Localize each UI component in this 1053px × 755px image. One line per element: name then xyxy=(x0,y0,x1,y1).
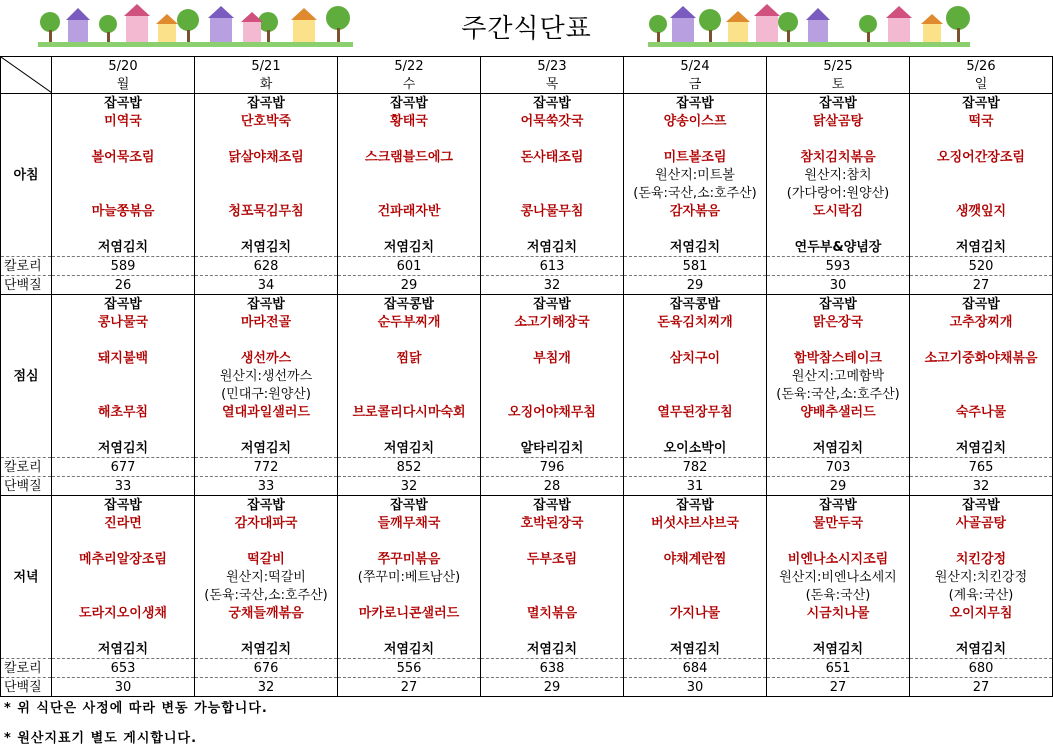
menu-item: 저염김치 xyxy=(195,238,338,257)
village-illustration xyxy=(648,2,970,50)
menu-item: (돈육:국산,소:호주산) xyxy=(767,385,910,403)
menu-item: 원산지:치킨강정 xyxy=(910,568,1053,586)
menu-row xyxy=(1,622,1053,640)
menu-item: 함박참스테이크 xyxy=(767,349,910,367)
calorie-value: 628 xyxy=(195,257,338,276)
menu-item xyxy=(481,166,624,184)
weekly-menu-table xyxy=(0,56,1053,697)
menu-row xyxy=(1,349,1053,367)
protein-value: 27 xyxy=(910,276,1053,295)
menu-item: 잡곡밥 xyxy=(52,295,195,314)
menu-item: 열대과일샐러드 xyxy=(195,403,338,421)
menu-item: 닭살야채조림 xyxy=(195,148,338,166)
menu-item xyxy=(624,622,767,640)
protein-value: 26 xyxy=(52,276,195,295)
menu-item: 저염김치 xyxy=(910,640,1053,659)
calorie-value: 589 xyxy=(52,257,195,276)
menu-item xyxy=(767,421,910,439)
menu-item: 부침개 xyxy=(481,349,624,367)
menu-item: 버섯샤브샤브국 xyxy=(624,514,767,532)
menu-item: 원산지:생선까스 xyxy=(195,367,338,385)
calorie-value: 613 xyxy=(481,257,624,276)
date-header-row xyxy=(1,57,1053,76)
menu-item xyxy=(910,184,1053,202)
protein-value: 30 xyxy=(624,678,767,697)
menu-item: 닭살곰탕 xyxy=(767,112,910,130)
menu-item xyxy=(338,586,481,604)
menu-item xyxy=(481,130,624,148)
menu-item: 잡곡밥 xyxy=(52,496,195,515)
menu-item: 사골곰탕 xyxy=(910,514,1053,532)
menu-item: 감자볶음 xyxy=(624,202,767,220)
diagonal-line xyxy=(1,57,52,93)
menu-item xyxy=(910,166,1053,184)
weekday-cell: 수 xyxy=(338,75,481,94)
calorie-label: 칼로리 xyxy=(1,257,52,276)
menu-item: 잡곡밥 xyxy=(910,295,1053,314)
menu-row xyxy=(1,640,1053,659)
date-cell: 5/23 xyxy=(481,57,624,76)
protein-value: 31 xyxy=(624,477,767,496)
calorie-value: 676 xyxy=(195,659,338,678)
menu-item xyxy=(52,331,195,349)
menu-item: 오이소박이 xyxy=(624,439,767,458)
menu-item: 스크램블드에그 xyxy=(338,148,481,166)
menu-row xyxy=(1,220,1053,238)
menu-item xyxy=(910,367,1053,385)
protein-label: 단백질 xyxy=(1,276,52,295)
menu-item xyxy=(338,130,481,148)
menu-item: 오이지무침 xyxy=(910,604,1053,622)
menu-item: 찜닭 xyxy=(338,349,481,367)
menu-item: 양배추샐러드 xyxy=(767,403,910,421)
menu-item: 저염김치 xyxy=(910,238,1053,257)
corner-cell xyxy=(1,57,52,94)
calorie-value: 782 xyxy=(624,458,767,477)
menu-item xyxy=(481,532,624,550)
menu-row xyxy=(1,439,1053,458)
calorie-value: 593 xyxy=(767,257,910,276)
menu-item: 양송이스프 xyxy=(624,112,767,130)
menu-item: 잡곡밥 xyxy=(624,496,767,515)
menu-item: 열무된장무침 xyxy=(624,403,767,421)
menu-item: 떡국 xyxy=(910,112,1053,130)
protein-row xyxy=(1,477,1053,496)
menu-item: 원산지:참치 xyxy=(767,166,910,184)
menu-item xyxy=(481,421,624,439)
menu-item: 브로콜리다시마숙회 xyxy=(338,403,481,421)
menu-item xyxy=(767,220,910,238)
menu-item xyxy=(52,568,195,586)
menu-item xyxy=(624,220,767,238)
menu-item: 저염김치 xyxy=(767,439,910,458)
menu-item xyxy=(767,532,910,550)
menu-item xyxy=(195,331,338,349)
calorie-value: 684 xyxy=(624,659,767,678)
protein-value: 32 xyxy=(338,477,481,496)
menu-item: 호박된장국 xyxy=(481,514,624,532)
menu-item: 삼치구이 xyxy=(624,349,767,367)
protein-value: 34 xyxy=(195,276,338,295)
menu-item xyxy=(52,622,195,640)
calorie-value: 638 xyxy=(481,659,624,678)
menu-item: 저염김치 xyxy=(481,238,624,257)
menu-row xyxy=(1,238,1053,257)
menu-item: 잡곡밥 xyxy=(767,295,910,314)
menu-item: 잡곡밥 xyxy=(338,94,481,113)
menu-item: 잡곡밥 xyxy=(624,94,767,113)
calorie-value: 703 xyxy=(767,458,910,477)
menu-row xyxy=(1,514,1053,532)
menu-item xyxy=(481,367,624,385)
protein-value: 28 xyxy=(481,477,624,496)
menu-item: 진라면 xyxy=(52,514,195,532)
menu-item: 맑은장국 xyxy=(767,313,910,331)
menu-item: 저염김치 xyxy=(195,439,338,458)
menu-item: 저염김치 xyxy=(624,238,767,257)
menu-item: 들깨무채국 xyxy=(338,514,481,532)
menu-item xyxy=(481,331,624,349)
menu-item: 저염김치 xyxy=(624,640,767,659)
menu-item: 원산지:미트볼 xyxy=(624,166,767,184)
menu-item xyxy=(52,586,195,604)
date-cell: 5/22 xyxy=(338,57,481,76)
date-cell: 5/24 xyxy=(624,57,767,76)
menu-item: 잡곡밥 xyxy=(910,496,1053,515)
menu-item xyxy=(195,532,338,550)
protein-row xyxy=(1,276,1053,295)
menu-item xyxy=(52,367,195,385)
menu-item: 돈육김치찌개 xyxy=(624,313,767,331)
menu-item xyxy=(910,220,1053,238)
menu-item: 물만두국 xyxy=(767,514,910,532)
menu-row xyxy=(1,532,1053,550)
menu-item: 잡곡밥 xyxy=(195,496,338,515)
menu-item: 해초무침 xyxy=(52,403,195,421)
menu-item: 콩나물국 xyxy=(52,313,195,331)
menu-item xyxy=(195,421,338,439)
menu-row xyxy=(1,184,1053,202)
menu-item: 두부조림 xyxy=(481,550,624,568)
protein-value: 30 xyxy=(767,276,910,295)
menu-item: 순두부찌개 xyxy=(338,313,481,331)
menu-item: 원산지:고메함박 xyxy=(767,367,910,385)
menu-item: 잡곡콩밥 xyxy=(624,295,767,314)
weekday-cell: 금 xyxy=(624,75,767,94)
menu-item xyxy=(338,184,481,202)
weekday-cell: 화 xyxy=(195,75,338,94)
menu-item: 건파래자반 xyxy=(338,202,481,220)
menu-item xyxy=(338,421,481,439)
page-title: 주간식단표 xyxy=(461,14,592,44)
menu-row xyxy=(1,295,1053,314)
protein-value: 29 xyxy=(338,276,481,295)
menu-item xyxy=(624,532,767,550)
weekday-cell: 토 xyxy=(767,75,910,94)
menu-item xyxy=(624,130,767,148)
menu-item xyxy=(52,130,195,148)
menu-row xyxy=(1,166,1053,184)
menu-item: 저염김치 xyxy=(910,439,1053,458)
menu-item: (돈육:국산) xyxy=(767,586,910,604)
menu-item xyxy=(52,385,195,403)
menu-row xyxy=(1,568,1053,586)
menu-item xyxy=(624,331,767,349)
menu-item: 원산지:떡갈비 xyxy=(195,568,338,586)
protein-value: 27 xyxy=(767,678,910,697)
menu-item xyxy=(481,622,624,640)
protein-value: 29 xyxy=(624,276,767,295)
menu-item: 소고기중화야채볶음 xyxy=(910,349,1053,367)
menu-item xyxy=(338,166,481,184)
menu-item: (가다랑어:원양산) xyxy=(767,184,910,202)
menu-item xyxy=(910,532,1053,550)
menu-row xyxy=(1,496,1053,515)
menu-item xyxy=(52,532,195,550)
calorie-value: 796 xyxy=(481,458,624,477)
protein-value: 32 xyxy=(910,477,1053,496)
menu-item xyxy=(910,385,1053,403)
calorie-value: 601 xyxy=(338,257,481,276)
menu-item: 잡곡밥 xyxy=(52,94,195,113)
calorie-label: 칼로리 xyxy=(1,458,52,477)
menu-item: 멸치볶음 xyxy=(481,604,624,622)
menu-item: 황태국 xyxy=(338,112,481,130)
menu-item: 감자대파국 xyxy=(195,514,338,532)
menu-item: 저염김치 xyxy=(195,640,338,659)
calorie-value: 653 xyxy=(52,659,195,678)
menu-item: 생선까스 xyxy=(195,349,338,367)
menu-item xyxy=(481,184,624,202)
menu-item xyxy=(624,568,767,586)
meal-label: 아침 xyxy=(1,94,52,257)
menu-item: 마카로니콘샐러드 xyxy=(338,604,481,622)
menu-item xyxy=(481,220,624,238)
menu-item xyxy=(338,220,481,238)
menu-item: 볼어묵조림 xyxy=(52,148,195,166)
menu-item: 미트볼조림 xyxy=(624,148,767,166)
menu-item: 청포묵김무침 xyxy=(195,202,338,220)
menu-item: 저염김치 xyxy=(338,238,481,257)
menu-item: 숙주나물 xyxy=(910,403,1053,421)
menu-item: 야채계란찜 xyxy=(624,550,767,568)
weekday-cell: 목 xyxy=(481,75,624,94)
menu-item: 치킨강정 xyxy=(910,550,1053,568)
calorie-row xyxy=(1,257,1053,276)
protein-label: 단백질 xyxy=(1,678,52,697)
menu-item: 저염김치 xyxy=(52,640,195,659)
meal-label: 점심 xyxy=(1,295,52,458)
menu-item: 돼지불백 xyxy=(52,349,195,367)
menu-item: 저염김치 xyxy=(481,640,624,659)
menu-item: 참치김치볶음 xyxy=(767,148,910,166)
menu-row xyxy=(1,94,1053,113)
menu-row xyxy=(1,331,1053,349)
menu-item: (돈육:국산,소:호주산) xyxy=(624,184,767,202)
menu-item xyxy=(910,622,1053,640)
menu-item: (쭈꾸미:베트남산) xyxy=(338,568,481,586)
menu-item: 연두부&양념장 xyxy=(767,238,910,257)
menu-row xyxy=(1,313,1053,331)
menu-item: 소고기해장국 xyxy=(481,313,624,331)
menu-item xyxy=(624,385,767,403)
note-origin: * 원산지표기 별도 게시합니다. xyxy=(4,731,198,746)
protein-value: 32 xyxy=(195,678,338,697)
menu-item xyxy=(338,367,481,385)
menu-row xyxy=(1,385,1053,403)
menu-item xyxy=(767,622,910,640)
menu-item: 쭈꾸미볶음 xyxy=(338,550,481,568)
menu-item: 콩나물무침 xyxy=(481,202,624,220)
calorie-value: 772 xyxy=(195,458,338,477)
menu-item: 잡곡밥 xyxy=(195,295,338,314)
calorie-label: 칼로리 xyxy=(1,659,52,678)
menu-row xyxy=(1,586,1053,604)
menu-item: 저염김치 xyxy=(338,640,481,659)
menu-item: 잡곡밥 xyxy=(338,496,481,515)
page-header xyxy=(0,0,1053,56)
menu-item: (민대구:원양산) xyxy=(195,385,338,403)
menu-item xyxy=(481,568,624,586)
menu-item: 잡곡밥 xyxy=(195,94,338,113)
menu-item: 잡곡밥 xyxy=(910,94,1053,113)
menu-item xyxy=(767,331,910,349)
menu-item: 비엔나소시지조림 xyxy=(767,550,910,568)
menu-item xyxy=(195,220,338,238)
menu-item xyxy=(910,421,1053,439)
menu-item: 잡곡콩밥 xyxy=(338,295,481,314)
date-cell: 5/26 xyxy=(910,57,1053,76)
protein-label: 단백질 xyxy=(1,477,52,496)
calorie-value: 852 xyxy=(338,458,481,477)
menu-item xyxy=(624,421,767,439)
menu-row xyxy=(1,403,1053,421)
menu-row xyxy=(1,130,1053,148)
menu-item xyxy=(338,385,481,403)
calorie-value: 581 xyxy=(624,257,767,276)
menu-item: 저염김치 xyxy=(767,640,910,659)
menu-item: 오징어야채무침 xyxy=(481,403,624,421)
protein-value: 29 xyxy=(481,678,624,697)
menu-row xyxy=(1,604,1053,622)
protein-value: 27 xyxy=(910,678,1053,697)
menu-item: 돈사태조림 xyxy=(481,148,624,166)
weekday-header-row xyxy=(1,75,1053,94)
menu-item xyxy=(481,586,624,604)
calorie-value: 680 xyxy=(910,659,1053,678)
note-change: * 위 식단은 사정에 따라 변동 가능합니다. xyxy=(4,701,268,716)
menu-item xyxy=(624,367,767,385)
menu-item xyxy=(195,130,338,148)
menu-item: 잡곡밥 xyxy=(481,295,624,314)
menu-item xyxy=(910,130,1053,148)
menu-item: 오징어간장조림 xyxy=(910,148,1053,166)
menu-row xyxy=(1,550,1053,568)
menu-item xyxy=(52,184,195,202)
menu-item: 저염김치 xyxy=(52,439,195,458)
menu-item: (돈육:국산,소:호주산) xyxy=(195,586,338,604)
menu-item: 잡곡밥 xyxy=(481,496,624,515)
menu-item xyxy=(338,331,481,349)
menu-row xyxy=(1,421,1053,439)
menu-row xyxy=(1,202,1053,220)
menu-item: 어묵쑥갓국 xyxy=(481,112,624,130)
menu-item: 저염김치 xyxy=(52,238,195,257)
menu-item: 알타리김치 xyxy=(481,439,624,458)
menu-item: 메추리알장조림 xyxy=(52,550,195,568)
menu-row xyxy=(1,367,1053,385)
date-cell: 5/25 xyxy=(767,57,910,76)
calorie-value: 765 xyxy=(910,458,1053,477)
menu-item: 마늘쫑볶음 xyxy=(52,202,195,220)
calorie-value: 556 xyxy=(338,659,481,678)
menu-item: 도라지오이생채 xyxy=(52,604,195,622)
menu-item: 잡곡밥 xyxy=(767,496,910,515)
menu-item: 고추장찌개 xyxy=(910,313,1053,331)
menu-item xyxy=(481,385,624,403)
menu-item: 단호박죽 xyxy=(195,112,338,130)
menu-item xyxy=(767,130,910,148)
menu-item: 잡곡밥 xyxy=(767,94,910,113)
protein-value: 29 xyxy=(767,477,910,496)
menu-item xyxy=(195,184,338,202)
menu-item: (계육:국산) xyxy=(910,586,1053,604)
menu-item xyxy=(52,421,195,439)
menu-item: 저염김치 xyxy=(338,439,481,458)
weekday-cell: 일 xyxy=(910,75,1053,94)
protein-value: 32 xyxy=(481,276,624,295)
menu-item xyxy=(338,622,481,640)
menu-item: 도시락김 xyxy=(767,202,910,220)
calorie-value: 651 xyxy=(767,659,910,678)
menu-item: 마라전골 xyxy=(195,313,338,331)
menu-item: 떡갈비 xyxy=(195,550,338,568)
menu-item: 궁채들깨볶음 xyxy=(195,604,338,622)
calorie-value: 520 xyxy=(910,257,1053,276)
menu-item xyxy=(195,622,338,640)
menu-item: 생깻잎지 xyxy=(910,202,1053,220)
menu-item: 잡곡밥 xyxy=(481,94,624,113)
calorie-value: 677 xyxy=(52,458,195,477)
menu-item xyxy=(910,331,1053,349)
menu-item xyxy=(52,166,195,184)
menu-row xyxy=(1,148,1053,166)
calorie-row xyxy=(1,458,1053,477)
protein-value: 33 xyxy=(195,477,338,496)
menu-row xyxy=(1,112,1053,130)
meal-label: 저녁 xyxy=(1,496,52,659)
menu-item xyxy=(338,532,481,550)
menu-item: 미역국 xyxy=(52,112,195,130)
protein-value: 30 xyxy=(52,678,195,697)
protein-value: 33 xyxy=(52,477,195,496)
menu-item: 원산지:비엔나소세지 xyxy=(767,568,910,586)
menu-item: 시금치나물 xyxy=(767,604,910,622)
date-cell: 5/21 xyxy=(195,57,338,76)
date-cell: 5/20 xyxy=(52,57,195,76)
notes xyxy=(4,694,268,754)
protein-value: 27 xyxy=(338,678,481,697)
menu-item xyxy=(195,166,338,184)
weekday-cell: 월 xyxy=(52,75,195,94)
menu-item xyxy=(52,220,195,238)
calorie-row xyxy=(1,659,1053,678)
menu-item: 가지나물 xyxy=(624,604,767,622)
menu-item xyxy=(624,586,767,604)
